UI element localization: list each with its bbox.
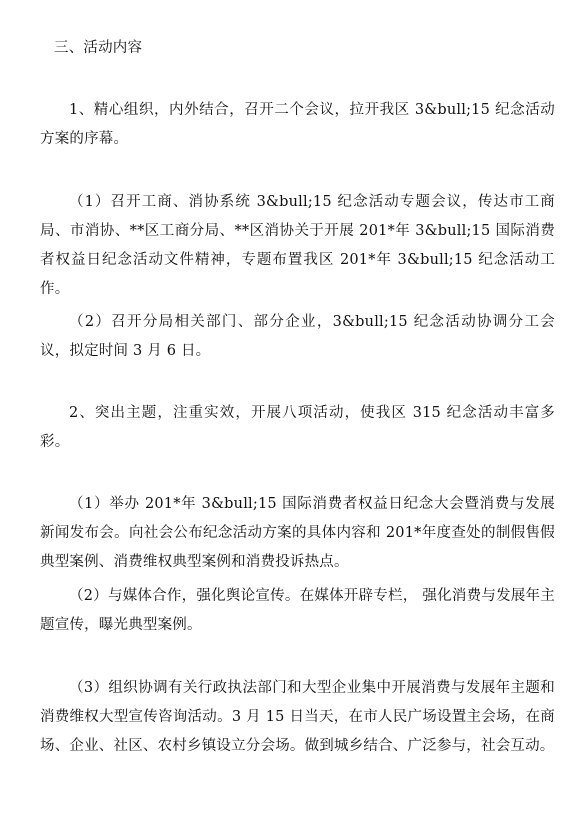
section-heading: 三、活动内容 — [54, 40, 143, 56]
paragraph-item-1-2: （2）召开分局相关部门、部分企业，3&bull;15 纪念活动协调分工会议，拟定时间 3 月 6 日。 — [40, 314, 555, 359]
paragraph-item-2: 2、突出主题，注重实效，开展八项活动，使我区 315 纪念活动丰富多彩。 — [40, 405, 555, 450]
paragraph-item-1-1: （1）召开工商、消协系统 3&bull;15 纪念活动专题会议，传达市工商局、市消协、**区工商分局、**区消协关于开展 201*年 3&bull;15 国际消费者权益日纪念活动文件精神，专题布置我区 201*年 3&bull;15 纪念活动工作。 — [40, 194, 555, 297]
paragraph-item-2-1: （1）举办 201*年 3&bull;15 国际消费者权益日纪念大会暨消费与发展新闻发布会。向社会公布纪念活动方案的具体内容和 201*年度查处的制假售假典型案例、消费维权典型案例和消费投诉热点。 — [40, 496, 555, 570]
paragraph-item-1: 1、精心组织，内外结合，召开二个会议，拉开我区 3&bull;15 纪念活动方案的序幕。 — [40, 102, 555, 147]
paragraph-item-2-2: （2）与媒体合作，强化舆论宣传。在媒体开辟专栏， 强化消费与发展年主题宣传，曝光典型案例。 — [40, 588, 555, 633]
paragraph-item-2-3: （3）组织协调有关行政执法部门和大型企业集中开展消费与发展年主题和消费维权大型宣传咨询活动。3 月 15 日当天，在市人民广场设置主会场，在商场、企业、社区、农村乡镇设立分会场。做到城乡结合、广泛参与，社会互动。 — [40, 680, 555, 754]
